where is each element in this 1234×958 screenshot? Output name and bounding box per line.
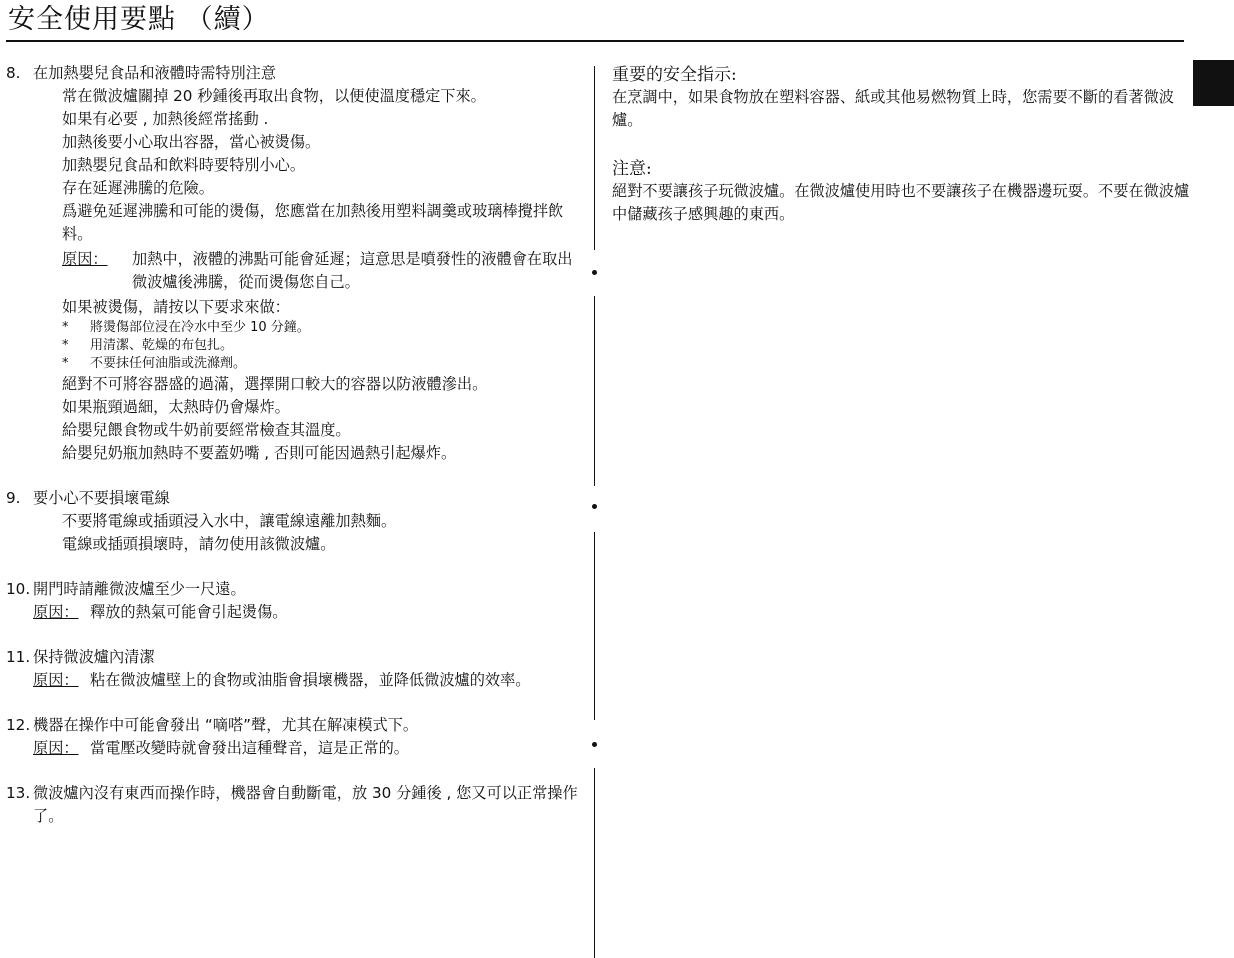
section-11-heading: 11. 保持微波爐內清潔 <box>6 648 155 666</box>
important-text: 在烹調中，如果食物放在塑料容器、紙或其他易燃物質上時，您需要不斷的看著微波爐。 <box>612 88 1174 129</box>
section-tab-marker <box>1193 60 1234 106</box>
s8-burn-intro: 如果被燙傷，請按以下要求來做： <box>62 298 290 316</box>
divider-dot <box>592 504 597 509</box>
reason-text: 粘在微波爐壁上的食物或油脂會損壞機器，並降低微波爐的效率。 <box>90 671 531 689</box>
s8-bullet: * 不要抹任何油脂或洗滌劑。 <box>62 356 247 371</box>
section-9-heading: 9. 要小心不要損壞電線 <box>6 489 170 507</box>
s10-reason <box>6 601 586 624</box>
page-title: 安全使用要點 （續） <box>8 4 270 35</box>
s8-line: 存在延遲沸騰的危險。 <box>62 179 214 197</box>
column-divider <box>594 532 595 720</box>
s8-after-line: 給嬰兒餵食物或牛奶前要經常檢查其溫度。 <box>62 421 351 439</box>
caution-text: 絕對不要讓孩子玩微波爐。在微波爐使用時也不要讓孩子在機器邊玩耍。不要在微波爐中儲藏孩子感興趣的東西。 <box>612 182 1190 223</box>
s8-line: 加熱後要小心取出容器，當心被燙傷。 <box>62 133 321 151</box>
s9-line: 不要將電線或插頭浸入水中，讓電線遠離加熱麵。 <box>62 512 397 530</box>
divider-dot <box>592 742 597 747</box>
s8-line: 如果有必要 , 加熱後經常搖動 . <box>62 110 269 128</box>
s12-reason <box>6 737 586 760</box>
left-column <box>6 62 586 828</box>
reason-label: 原因： <box>62 250 108 268</box>
s8-line: 常在微波爐關掉 20 秒鍾後再取出食物，以便使溫度穩定下來。 <box>62 87 486 105</box>
section-10-heading: 10. 開門時請離微波爐至少一尺遠。 <box>6 580 246 598</box>
reason-text: 加熱中，液體的沸點可能會延遲；這意思是噴發性的液體會在取出微波爐後沸騰，從而燙傷您自己。 <box>132 250 573 291</box>
s9-line: 電線或插頭損壞時，請勿使用該微波爐。 <box>62 535 336 553</box>
reason-label: 原因： <box>33 739 79 757</box>
s8-after-line: 如果瓶頸過細，太熱時仍會爆炸。 <box>62 398 290 416</box>
s8-reason <box>6 248 586 294</box>
divider-dot <box>592 270 597 275</box>
caution-heading: 注意: <box>612 159 652 179</box>
title-rule <box>6 40 1184 42</box>
s8-line: 爲避免延遲沸騰和可能的燙傷，您應當在加熱後用塑料調羹或玻璃棒攪拌飲料。 <box>62 202 564 243</box>
s8-after-line: 絕對不可將容器盛的過滿，選擇開口較大的容器以防液體滲出。 <box>62 375 488 393</box>
s8-bullet: * 將燙傷部位浸在冷水中至少 10 分鐘。 <box>62 320 310 335</box>
s8-after-line: 給嬰兒奶瓶加熱時不要蓋奶嘴 , 否則可能因過熱引起爆炸。 <box>62 444 457 462</box>
reason-text: 當電壓改變時就會發出這種聲音，這是正常的。 <box>90 739 409 757</box>
right-column <box>612 64 1192 226</box>
s11-reason <box>6 669 586 692</box>
reason-label: 原因： <box>33 603 79 621</box>
column-divider <box>594 296 595 486</box>
section-8-heading: 8. 在加熱嬰兒食品和液體時需特別注意 <box>6 64 276 82</box>
s8-line: 加熱嬰兒食品和飲料時要特別小心。 <box>62 156 305 174</box>
s8-bullet: * 用清潔、乾燥的布包扎。 <box>62 338 234 353</box>
important-heading: 重要的安全指示: <box>612 65 737 85</box>
reason-label: 原因： <box>33 671 79 689</box>
section-13-heading: 13. 微波爐內沒有東西而操作時，機器會自動斷電，放 30 分鍾後 , 您又可以正常操作了。 <box>6 784 578 825</box>
column-divider <box>594 768 595 958</box>
reason-text: 釋放的熱氣可能會引起燙傷。 <box>90 603 288 621</box>
column-divider <box>594 66 595 250</box>
section-12-heading: 12. 機器在操作中可能會發出 “嘀嗒”聲，尤其在解凍模式下。 <box>6 716 419 734</box>
